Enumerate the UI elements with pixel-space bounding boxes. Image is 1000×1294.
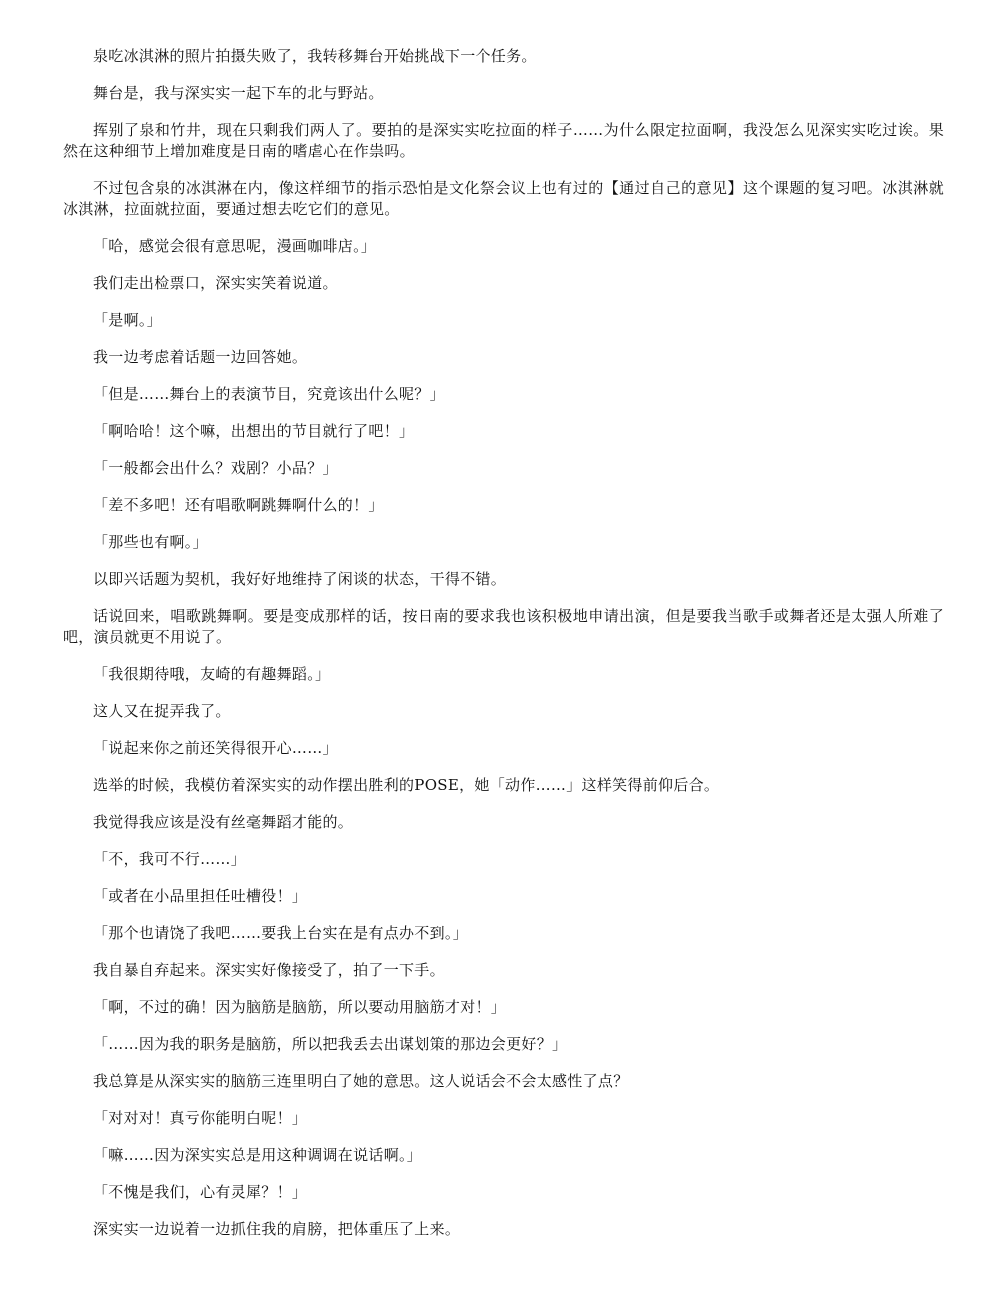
dialogue-line: 「差不多吧！还有唱歌啊跳舞啊什么的！」	[93, 496, 384, 514]
dialogue-line: 「哈，感觉会很有意思呢，漫画咖啡店。」	[93, 237, 377, 255]
dialogue-line: 「不，我可不行……」	[93, 850, 247, 868]
dialogue-line: 「不愧是我们，心有灵犀？！」	[93, 1183, 308, 1201]
dialogue-line: 「那些也有啊。」	[93, 533, 208, 551]
paragraph: 我一边考虑着话题一边回答她。	[93, 348, 308, 366]
paragraph: 挥别了泉和竹井，现在只剩我们两人了。要拍的是深实实吃拉面的样子……为什么限定拉面啊，我没怎么见深实实吃过诶。果然在这种细节上增加难度是日南的嗜虐心在作祟吗。	[63, 121, 944, 160]
paragraph: 舞台是，我与深实实一起下车的北与野站。	[93, 84, 384, 102]
dialogue-line: 「啊哈哈！这个嘛，出想出的节目就行了吧！」	[93, 422, 415, 440]
paragraph: 我们走出检票口，深实实笑着说道。	[93, 274, 338, 292]
dialogue-line: 「那个也请饶了我吧……要我上台实在是有点办不到。」	[93, 924, 469, 942]
paragraph: 我自暴自弃起来。深实实好像接受了，拍了一下手。	[93, 961, 445, 979]
paragraph: 我觉得我应该是没有丝毫舞蹈才能的。	[93, 813, 354, 831]
paragraph: 深实实一边说着一边抓住我的肩膀，把体重压了上来。	[93, 1220, 461, 1238]
paragraph: 我总算是从深实实的脑筋三连里明白了她的意思。这人说话会不会太感性了点？	[93, 1072, 629, 1090]
dialogue-line: 「我很期待哦，友崎的有趣舞蹈。」	[93, 665, 331, 683]
paragraph: 选举的时候，我模仿着深实实的动作摆出胜利的POSE，她「动作……」这样笑得前仰后合。	[93, 776, 720, 794]
dialogue-line: 「但是……舞台上的表演节目，究竟该出什么呢？」	[93, 385, 445, 403]
paragraph: 泉吃冰淇淋的照片拍摄失败了，我转移舞台开始挑战下一个任务。	[93, 47, 537, 65]
paragraph: 不过包含泉的冰淇淋在内，像这样细节的指示恐怕是文化祭会议上也有过的【通过自己的意见】这个课题的复习吧。冰淇淋就冰淇淋，拉面就拉面，要通过想去吃它们的意见。	[63, 179, 944, 218]
dialogue-line: 「说起来你之前还笑得很开心……」	[93, 739, 338, 757]
dialogue-line: 「一般都会出什么？戏剧？小品？」	[93, 459, 338, 477]
dialogue-line: 「是啊。」	[93, 311, 163, 329]
paragraph: 话说回来，唱歌跳舞啊。要是变成那样的话，按日南的要求我也该积极地申请出演，但是要我当歌手或舞者还是太强人所难了吧，演员就更不用说了。	[63, 607, 944, 646]
dialogue-line: 「……因为我的职务是脑筋，所以把我丢去出谋划策的那边会更好？」	[93, 1035, 568, 1053]
dialogue-line: 「嘛……因为深实实总是用这种调调在说话啊。」	[93, 1146, 423, 1164]
paragraph: 以即兴话题为契机，我好好地维持了闲谈的状态，干得不错。	[93, 570, 507, 588]
dialogue-line: 「对对对！真亏你能明白呢！」	[93, 1109, 308, 1127]
paragraph: 这人又在捉弄我了。	[93, 702, 231, 720]
dialogue-line: 「啊，不过的确！因为脑筋是脑筋，所以要动用脑筋才对！」	[93, 998, 507, 1016]
dialogue-line: 「或者在小品里担任吐槽役！」	[93, 887, 308, 905]
